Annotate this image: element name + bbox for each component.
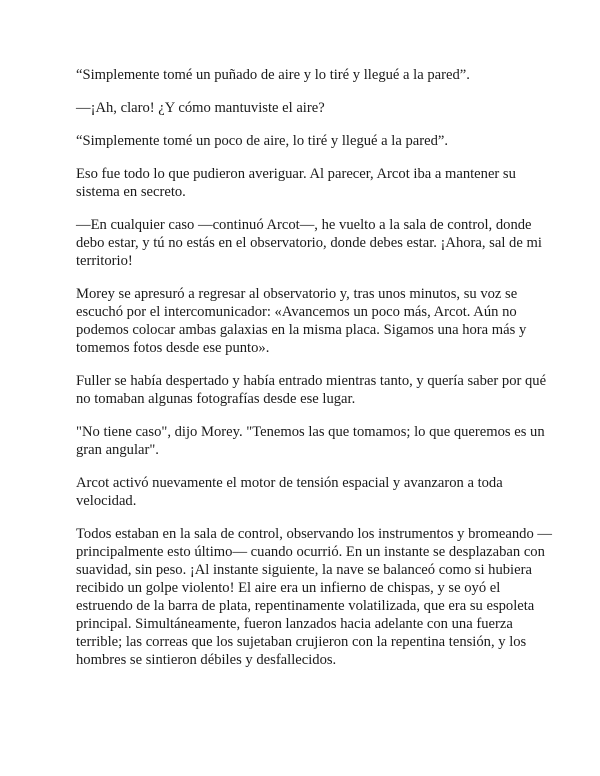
paragraph: Arcot activó nuevamente el motor de tensión espacial y avanzaron a toda velocidad.: [76, 475, 503, 509]
paragraph: Morey se apresuró a regresar al observatorio y, tras unos minutos, su voz se escuchó por el intercomunicador: «Avancemos un poco más, Arcot. Aún no podemos colocar ambas galaxias en la misma placa. Sigamos una hora más y tomemos fotos desde ese punto».: [76, 286, 527, 356]
paragraph: Todos estaban en la sala de control, observando los instrumentos y bromeando —principalmente esto último— cuando ocurrió. En un instante se desplazaban con suavidad, sin peso. ¡Al instante siguiente, la nave se balanceó como si hubiera recibido un golpe violento! El aire era un infierno de chispas, y se oyó el estruendo de la barra de plata, repentinamente volatilizada, que era su espoleta principal. Simultáneamente, fueron lanzados hacia adelante con una fuerza terrible; las correas que los sujetaban crujieron con la repentina tensión, y los hombres se sintieron débiles y desfallecidos.: [76, 526, 553, 668]
paragraph: “Simplemente tomé un puñado de aire y lo tiré y llegué a la pared”.: [76, 67, 470, 83]
paragraph: “Simplemente tomé un poco de aire, lo tiré y llegué a la pared”.: [76, 133, 448, 149]
paragraph: —En cualquier caso —continuó Arcot—, he vuelto a la sala de control, donde debo estar, y tú no estás en el observatorio, donde debes estar. ¡Ahora, sal de mi territorio!: [76, 217, 542, 269]
paragraph: Eso fue todo lo que pudieron averiguar. Al parecer, Arcot iba a mantener su sistema en secreto.: [76, 166, 516, 200]
paragraph: —¡Ah, claro! ¿Y cómo mantuviste el aire?: [76, 100, 325, 116]
document-page: [76, 66, 552, 684]
paragraph: Fuller se había despertado y había entrado mientras tanto, y quería saber por qué no tomaban algunas fotografías desde ese lugar.: [76, 373, 547, 407]
paragraph: "No tiene caso", dijo Morey. "Tenemos las que tomamos; lo que queremos es un gran angular".: [76, 424, 545, 458]
